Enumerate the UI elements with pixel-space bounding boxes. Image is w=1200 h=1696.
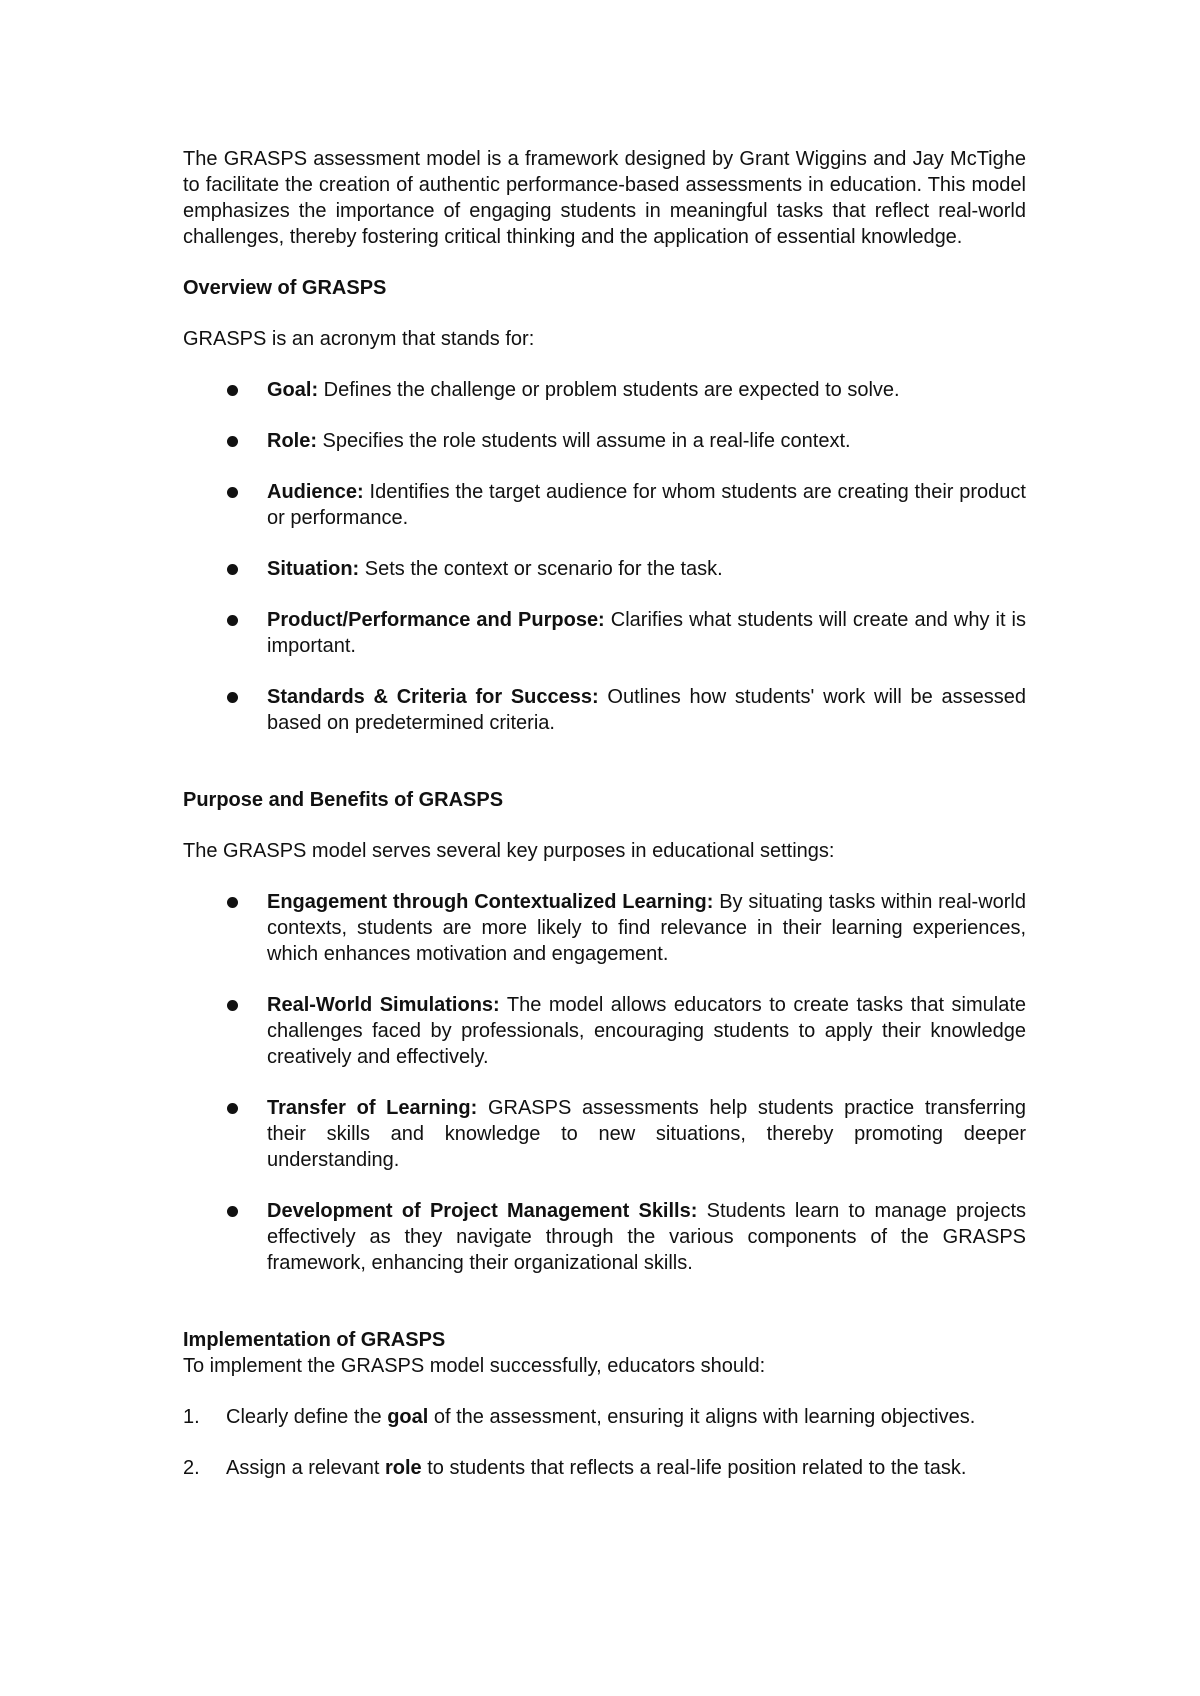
- item-term: Real-World Simulations:: [267, 994, 500, 1016]
- bullet-icon: [227, 692, 238, 703]
- step-keyword: role: [384, 1457, 422, 1479]
- bullet-icon: [227, 436, 238, 447]
- bullet-icon: [227, 1103, 238, 1114]
- list-item: [183, 1095, 1026, 1173]
- bullet-icon: [227, 897, 238, 908]
- bullet-icon: [227, 615, 238, 626]
- item-term: Development of Project Management Skills:: [267, 1200, 698, 1222]
- item-text: Outlines how students' work will be assessed based on predetermined criteria.: [267, 686, 1026, 734]
- bullet-icon: [227, 487, 238, 498]
- implementation-heading: Implementation of GRASPS: [183, 1329, 446, 1351]
- step-text-before: Clearly define the: [226, 1406, 388, 1428]
- implementation-lead: To implement the GRASPS model successfully, educators should:: [183, 1355, 766, 1377]
- purpose-heading: Purpose and Benefits of GRASPS: [183, 789, 504, 811]
- document-page: [183, 146, 1026, 1506]
- purpose-lead: The GRASPS model serves several key purposes in educational settings:: [183, 840, 835, 862]
- list-item: [183, 377, 1026, 403]
- list-item: [183, 607, 1026, 659]
- intro-paragraph: The GRASPS assessment model is a framework designed by Grant Wiggins and Jay McTighe to facilitate the creation of authentic performance-based assessments in education. This model emphasizes the importance of engaging students in meaningful tasks that reflect real-world challenges, thereby fostering critical thinking and the application of essential knowledge.: [183, 148, 1026, 248]
- item-text: Sets the context or scenario for the task.: [359, 558, 723, 580]
- item-term: Situation:: [267, 558, 360, 580]
- spacer: [183, 761, 1026, 787]
- list-item: [183, 889, 1026, 967]
- item-term: Audience:: [267, 481, 364, 503]
- item-term: Goal:: [267, 379, 319, 401]
- list-item: [183, 1198, 1026, 1276]
- item-term: Transfer of Learning:: [267, 1097, 478, 1119]
- overview-heading: Overview of GRASPS: [183, 277, 387, 299]
- item-term: Product/Performance and Purpose:: [267, 609, 605, 631]
- list-item: [183, 479, 1026, 531]
- item-text: Clarifies what students will create and why it is important.: [267, 609, 1026, 657]
- bullet-icon: [227, 385, 238, 396]
- item-term: Engagement through Contextualized Learning:: [267, 891, 714, 913]
- item-text: The model allows educators to create tasks that simulate challenges faced by professionals, encouraging students to apply their knowledge creatively and effectively.: [267, 994, 1026, 1068]
- item-text: Specifies the role students will assume in a real-life context.: [317, 430, 851, 452]
- list-item: [183, 556, 1026, 582]
- step-number: 2.: [183, 1457, 200, 1479]
- step-keyword: goal: [387, 1406, 429, 1428]
- overview-lead: GRASPS is an acronym that stands for:: [183, 328, 535, 350]
- spacer: [183, 1301, 1026, 1327]
- item-text: By situating tasks within real-world contexts, students are more likely to find relevance in their learning experiences, which enhances motivation and engagement.: [267, 891, 1026, 965]
- item-term: Role:: [267, 430, 317, 452]
- item-text: Students learn to manage projects effectively as they navigate through the various components of the GRASPS framework, enhancing their organizational skills.: [267, 1200, 1026, 1274]
- list-item: [183, 1455, 1026, 1481]
- item-term: Standards & Criteria for Success:: [267, 686, 599, 708]
- step-number: 1.: [183, 1406, 200, 1428]
- step-text-after: to students that reflects a real-life position related to the task.: [421, 1457, 967, 1479]
- bullet-icon: [227, 1206, 238, 1217]
- list-item: [183, 992, 1026, 1070]
- overview-list: [183, 377, 1026, 736]
- item-text: Defines the challenge or problem students are expected to solve.: [318, 379, 900, 401]
- list-item: [183, 684, 1026, 736]
- step-text-before: Assign a relevant: [226, 1457, 385, 1479]
- bullet-icon: [227, 1000, 238, 1011]
- item-text: Identifies the target audience for whom students are creating their product or performance.: [267, 481, 1026, 529]
- implementation-steps: [183, 1404, 1026, 1481]
- list-item: [183, 1404, 1026, 1430]
- purpose-list: [183, 889, 1026, 1276]
- list-item: [183, 428, 1026, 454]
- item-text: GRASPS assessments help students practice transferring their skills and knowledge to new situations, thereby promoting deeper understanding.: [267, 1097, 1027, 1171]
- bullet-icon: [227, 564, 238, 575]
- step-text-after: of the assessment, ensuring it aligns with learning objectives.: [428, 1406, 976, 1428]
